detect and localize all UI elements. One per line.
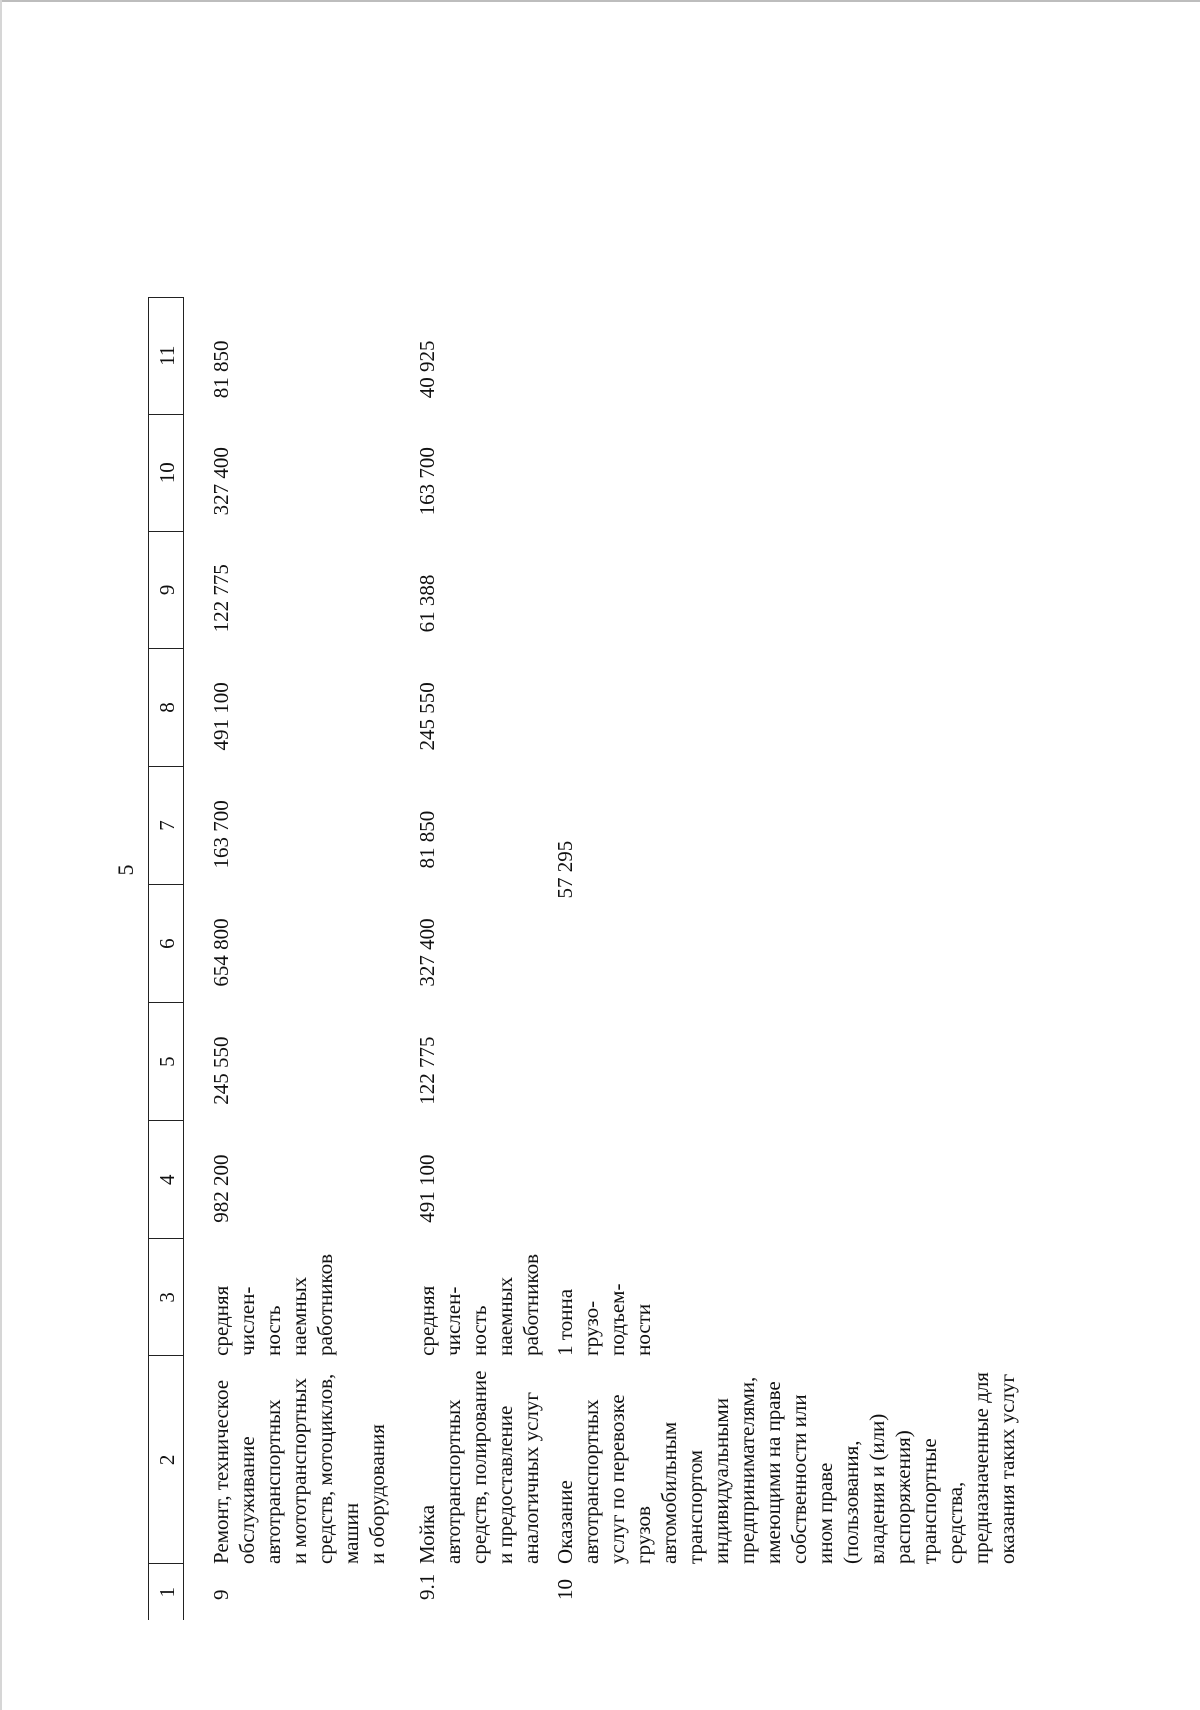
table-row xyxy=(390,120,544,1620)
unit-line: средняя xyxy=(415,1285,439,1356)
scan-edge-left xyxy=(0,0,2,1710)
activity-line: и мототранспортных xyxy=(287,1378,311,1564)
unit-line: числен- xyxy=(235,1286,259,1356)
activity-line: автотранспортных xyxy=(441,1399,465,1564)
value-col-10: 163 700 xyxy=(415,447,439,516)
activity-line: индивидуальными xyxy=(709,1398,733,1564)
unit-name xyxy=(544,1239,1020,1356)
activity-line: автомобильным xyxy=(657,1421,681,1564)
value-col-4: 491 100 xyxy=(415,1154,439,1223)
unit-line: наемных xyxy=(493,1276,517,1356)
value-col-11 xyxy=(544,297,1020,414)
unit-line: средняя xyxy=(209,1285,233,1356)
activity-line: транспортом xyxy=(683,1449,707,1564)
table-row xyxy=(184,120,391,1620)
value-col-4 xyxy=(544,1121,1020,1239)
column-header: 10 xyxy=(149,414,184,531)
value-col-9 xyxy=(544,531,1020,648)
unit-name xyxy=(184,1239,391,1356)
unit-line: 1 тонна xyxy=(553,1288,577,1356)
activity-name xyxy=(184,1356,391,1564)
value-col-10: 327 400 xyxy=(209,447,233,516)
value-col-8 xyxy=(544,648,1020,766)
value-col-6: 327 400 xyxy=(415,918,439,987)
value-col-7: 163 700 xyxy=(209,800,233,869)
activity-line: распоряжения) xyxy=(891,1430,915,1564)
value-col-8: 245 550 xyxy=(415,682,439,751)
unit-line: подъем- xyxy=(605,1283,629,1356)
unit-line: работников xyxy=(519,1253,543,1356)
value-col-10 xyxy=(544,414,1020,531)
activity-line: ином праве xyxy=(813,1462,837,1564)
activity-line: Мойка xyxy=(415,1504,439,1564)
value-col-6 xyxy=(544,885,1020,1003)
activity-line: грузов xyxy=(631,1506,655,1564)
unit-line: грузо- xyxy=(579,1300,603,1356)
value-col-11: 40 925 xyxy=(415,340,439,399)
value-col-11: 81 850 xyxy=(209,340,233,399)
unit-line: ности xyxy=(631,1303,655,1356)
activity-line: обслуживание xyxy=(235,1436,259,1564)
value-col-4: 982 200 xyxy=(209,1154,233,1223)
activity-name xyxy=(390,1356,544,1564)
row-code: 9.1 xyxy=(415,1573,439,1600)
unit-line: ность xyxy=(261,1305,285,1356)
column-header-spacer xyxy=(149,120,184,297)
activity-line: машин xyxy=(339,1502,363,1564)
activity-name xyxy=(544,1356,1020,1564)
unit-line: наемных xyxy=(287,1276,311,1356)
activity-line: услуг по перевозке xyxy=(605,1394,629,1564)
activity-line: Ремонт, техническое xyxy=(209,1379,233,1564)
activity-line: собственности или xyxy=(787,1394,811,1564)
activity-line: транспортные xyxy=(917,1438,941,1564)
activity-line: и оборудования xyxy=(365,1424,389,1564)
unit-line: ность xyxy=(467,1305,491,1356)
document-sheet xyxy=(110,120,1170,1620)
value-col-7-text: 57 295 xyxy=(553,840,577,899)
table-header-row xyxy=(149,120,184,1620)
spacer-cell xyxy=(184,120,391,297)
rates-table xyxy=(148,120,1020,1620)
column-header: 2 xyxy=(149,1356,184,1564)
activity-line: аналогичных услуг xyxy=(519,1392,543,1564)
value-col-5: 122 775 xyxy=(415,1036,439,1105)
activity-line: владения и (или) xyxy=(865,1413,889,1564)
page-number: 5 xyxy=(113,864,138,876)
value-col-5 xyxy=(544,1003,1020,1121)
activity-line: автотранспортных xyxy=(579,1399,603,1564)
activity-line: Оказание xyxy=(553,1480,577,1564)
column-header: 5 xyxy=(149,1003,184,1121)
unit-line: числен- xyxy=(441,1286,465,1356)
spacer-cell xyxy=(390,120,544,297)
row-code: 10 xyxy=(553,1579,577,1600)
value-col-5: 245 550 xyxy=(209,1036,233,1105)
column-header: 11 xyxy=(149,297,184,414)
value-col-8: 491 100 xyxy=(209,682,233,751)
activity-line: оказания таких услуг xyxy=(995,1373,1019,1564)
activity-line: автотранспортных xyxy=(261,1399,285,1564)
column-header: 3 xyxy=(149,1239,184,1356)
value-col-7: 81 850 xyxy=(415,810,439,869)
value-col-7 xyxy=(544,766,1020,899)
activity-line: средств, полирование xyxy=(467,1370,491,1564)
activity-line: предпринимателями, xyxy=(735,1376,759,1564)
column-header: 7 xyxy=(149,766,184,884)
activity-line: средства, xyxy=(943,1481,967,1564)
activity-line: и предоставление xyxy=(493,1405,517,1564)
row-code: 9 xyxy=(209,1589,233,1600)
column-header: 1 xyxy=(149,1564,184,1620)
activity-line: средств, мотоциклов, xyxy=(313,1373,337,1564)
activity-line: имеющими на праве xyxy=(761,1381,785,1564)
value-col-6: 654 800 xyxy=(209,918,233,987)
activity-line: предназначенные для xyxy=(969,1372,993,1564)
unit-line: работников xyxy=(313,1253,337,1356)
value-col-9: 61 388 xyxy=(415,574,439,633)
column-header: 8 xyxy=(149,648,184,766)
value-col-9: 122 775 xyxy=(209,564,233,633)
column-header: 6 xyxy=(149,885,184,1003)
column-header: 4 xyxy=(149,1121,184,1239)
activity-line: (пользования, xyxy=(839,1440,863,1564)
column-header: 9 xyxy=(149,531,184,648)
scan-edge-top xyxy=(0,0,1200,2)
unit-name xyxy=(390,1239,544,1356)
spacer-cell xyxy=(544,120,1020,297)
table-row xyxy=(544,120,1020,1620)
